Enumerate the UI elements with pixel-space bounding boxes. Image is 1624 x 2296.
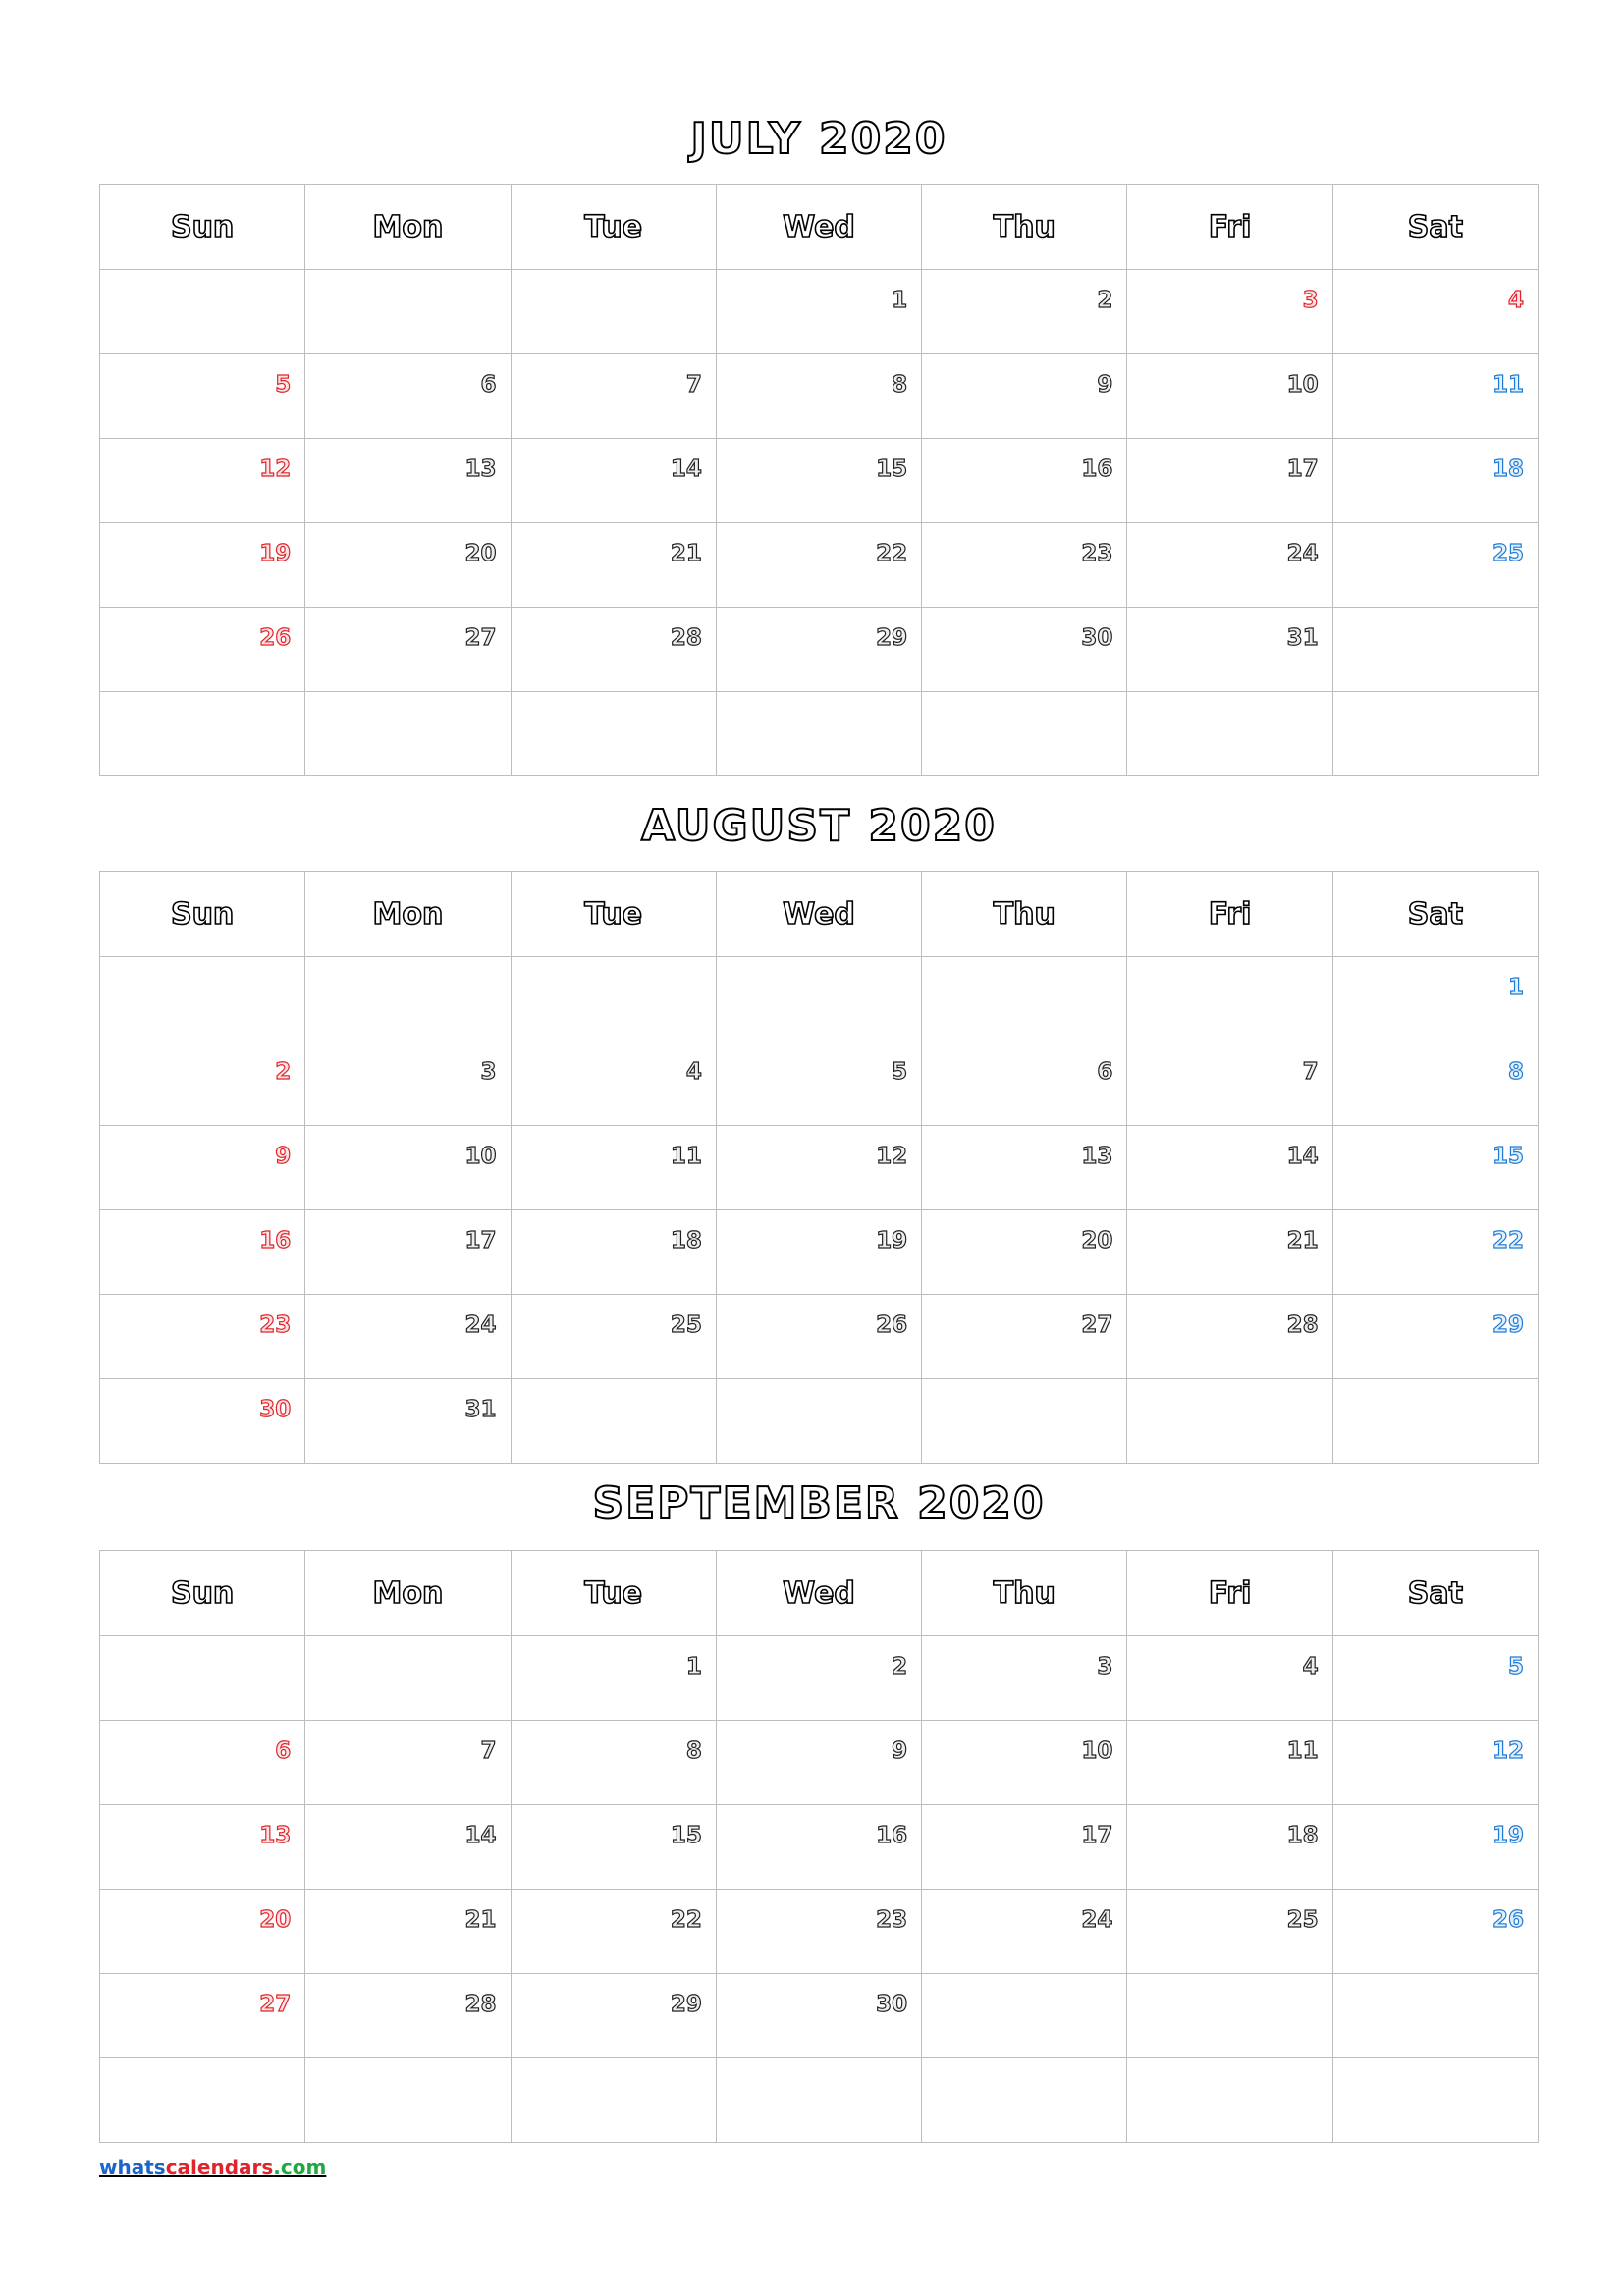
day-cell <box>716 270 921 354</box>
day-cell <box>511 270 716 354</box>
day-number: 8 <box>892 372 908 398</box>
day-cell <box>716 1041 921 1126</box>
day-number: 24 <box>1286 541 1319 566</box>
day-cell <box>716 608 921 692</box>
weekday-header-mon: Mon <box>305 872 511 957</box>
week-row <box>100 2058 1539 2143</box>
day-number: 5 <box>892 1059 908 1085</box>
day-number: 17 <box>464 1228 497 1254</box>
day-cell <box>511 1126 716 1210</box>
day-number: 8 <box>1507 1059 1524 1085</box>
day-number: 3 <box>480 1059 497 1085</box>
day-number: 10 <box>1286 372 1319 398</box>
day-number: 10 <box>1081 1738 1113 1764</box>
weekday-header-sun: Sun <box>100 872 305 957</box>
day-cell <box>305 1805 511 1890</box>
week-row <box>100 1295 1539 1379</box>
day-cell <box>1332 439 1538 523</box>
day-number: 23 <box>259 1312 292 1338</box>
day-number: 16 <box>1081 456 1113 482</box>
day-number: 3 <box>1097 1654 1113 1680</box>
day-cell <box>511 439 716 523</box>
day-number: 15 <box>1491 1144 1524 1169</box>
week-row <box>100 1041 1539 1126</box>
day-cell <box>100 608 305 692</box>
day-cell <box>305 957 511 1041</box>
day-number: 20 <box>464 541 497 566</box>
day-number: 16 <box>259 1228 292 1254</box>
weekday-header-sat: Sat <box>1332 872 1538 957</box>
day-number: 22 <box>1491 1228 1524 1254</box>
day-cell <box>716 1805 921 1890</box>
day-number: 19 <box>876 1228 908 1254</box>
day-cell <box>305 692 511 776</box>
day-number: 11 <box>1491 372 1524 398</box>
footer-link-part3: .com <box>273 2156 327 2179</box>
day-cell <box>305 608 511 692</box>
day-cell <box>511 523 716 608</box>
month-title-july: JULY 2020 <box>690 114 947 164</box>
day-number: 22 <box>670 1907 702 1933</box>
calendar-august <box>99 871 1539 1464</box>
day-number: 13 <box>259 1823 292 1848</box>
day-cell <box>305 523 511 608</box>
day-cell <box>716 1295 921 1379</box>
day-cell <box>1332 1721 1538 1805</box>
day-number: 12 <box>1491 1738 1524 1764</box>
day-cell <box>1332 270 1538 354</box>
day-number: 29 <box>1491 1312 1524 1338</box>
weekday-header-tue: Tue <box>511 872 716 957</box>
day-number: 26 <box>1491 1907 1524 1933</box>
day-number: 17 <box>1286 456 1319 482</box>
day-cell <box>922 1210 1127 1295</box>
day-cell <box>922 1126 1127 1210</box>
week-row <box>100 354 1539 439</box>
day-number: 6 <box>275 1738 292 1764</box>
day-cell <box>1127 1890 1332 1974</box>
day-number: 14 <box>1286 1144 1319 1169</box>
day-number: 10 <box>464 1144 497 1169</box>
day-cell <box>1127 1379 1332 1464</box>
day-cell <box>100 1041 305 1126</box>
day-cell <box>305 439 511 523</box>
week-row <box>100 1210 1539 1295</box>
weekday-header-sun: Sun <box>100 1551 305 1636</box>
day-cell <box>1127 439 1332 523</box>
day-number: 8 <box>685 1738 702 1764</box>
weekday-header-row <box>100 185 1539 270</box>
day-cell <box>511 957 716 1041</box>
day-cell <box>1127 270 1332 354</box>
weekday-header-wed: Wed <box>716 872 921 957</box>
day-cell <box>305 1210 511 1295</box>
day-cell <box>1127 523 1332 608</box>
weekday-header-row <box>100 1551 1539 1636</box>
day-number: 21 <box>670 541 702 566</box>
weekday-header-thu: Thu <box>922 1551 1127 1636</box>
weekday-header-mon: Mon <box>305 185 511 270</box>
day-number: 2 <box>275 1059 292 1085</box>
week-row <box>100 1805 1539 1890</box>
day-cell <box>1332 608 1538 692</box>
weekday-header-sat: Sat <box>1332 1551 1538 1636</box>
day-cell <box>305 1041 511 1126</box>
footer-link[interactable] <box>99 2156 326 2179</box>
day-cell <box>922 957 1127 1041</box>
day-cell <box>1127 1636 1332 1721</box>
week-row <box>100 523 1539 608</box>
day-number: 4 <box>685 1059 702 1085</box>
day-cell <box>1332 1805 1538 1890</box>
day-cell <box>922 1636 1127 1721</box>
week-row <box>100 1379 1539 1464</box>
day-cell <box>305 2058 511 2143</box>
day-cell <box>100 1636 305 1721</box>
day-number: 18 <box>1491 456 1524 482</box>
day-cell <box>100 957 305 1041</box>
day-number: 22 <box>876 541 908 566</box>
day-number: 11 <box>1286 1738 1319 1764</box>
day-number: 3 <box>1302 288 1319 313</box>
weekday-header-thu: Thu <box>922 185 1127 270</box>
day-number: 19 <box>1491 1823 1524 1848</box>
day-cell <box>716 1126 921 1210</box>
day-cell <box>511 1041 716 1126</box>
day-cell <box>922 1379 1127 1464</box>
day-number: 19 <box>259 541 292 566</box>
day-number: 9 <box>892 1738 908 1764</box>
day-number: 29 <box>670 1992 702 2017</box>
day-cell <box>716 439 921 523</box>
day-number: 28 <box>1286 1312 1319 1338</box>
day-cell <box>716 1379 921 1464</box>
day-number: 6 <box>1097 1059 1113 1085</box>
day-number: 26 <box>876 1312 908 1338</box>
day-number: 21 <box>1286 1228 1319 1254</box>
day-cell <box>716 957 921 1041</box>
day-number: 25 <box>670 1312 702 1338</box>
day-number: 1 <box>892 288 908 313</box>
day-cell <box>1127 957 1332 1041</box>
day-cell <box>1332 1126 1538 1210</box>
day-cell <box>1127 1974 1332 2058</box>
footer-link-part2: calendars <box>165 2156 274 2179</box>
day-cell <box>100 1721 305 1805</box>
day-cell <box>1127 1721 1332 1805</box>
day-number: 4 <box>1507 288 1524 313</box>
day-cell <box>716 1636 921 1721</box>
day-cell <box>922 354 1127 439</box>
day-number: 29 <box>876 625 908 651</box>
day-cell <box>100 523 305 608</box>
day-number: 14 <box>464 1823 497 1848</box>
weekday-header-fri: Fri <box>1127 185 1332 270</box>
day-cell <box>922 1890 1127 1974</box>
day-cell <box>511 1805 716 1890</box>
day-number: 13 <box>1081 1144 1113 1169</box>
day-number: 26 <box>259 625 292 651</box>
day-cell <box>511 2058 716 2143</box>
day-cell <box>1127 1805 1332 1890</box>
day-cell <box>1332 1974 1538 2058</box>
day-cell <box>922 1295 1127 1379</box>
day-number: 5 <box>1507 1654 1524 1680</box>
day-cell <box>716 2058 921 2143</box>
day-cell <box>511 1210 716 1295</box>
day-cell <box>922 523 1127 608</box>
day-number: 27 <box>1081 1312 1113 1338</box>
day-number: 27 <box>259 1992 292 2017</box>
day-cell <box>922 1721 1127 1805</box>
day-cell <box>511 1890 716 1974</box>
day-cell <box>100 692 305 776</box>
month-title-august: AUGUST 2020 <box>641 801 997 851</box>
day-number: 28 <box>670 625 702 651</box>
week-row <box>100 692 1539 776</box>
day-cell <box>1127 1126 1332 1210</box>
day-cell <box>100 1210 305 1295</box>
day-cell <box>305 1721 511 1805</box>
day-cell <box>100 1295 305 1379</box>
day-cell <box>511 1295 716 1379</box>
day-cell <box>922 1805 1127 1890</box>
weekday-header-fri: Fri <box>1127 1551 1332 1636</box>
week-row <box>100 1890 1539 1974</box>
day-cell <box>1332 692 1538 776</box>
day-cell <box>100 1379 305 1464</box>
calendar-september <box>99 1550 1539 2143</box>
weekday-header-tue: Tue <box>511 185 716 270</box>
week-row <box>100 1126 1539 1210</box>
day-number: 23 <box>1081 541 1113 566</box>
weekday-header-row <box>100 872 1539 957</box>
day-cell <box>100 1974 305 2058</box>
day-number: 9 <box>275 1144 292 1169</box>
day-cell <box>511 1379 716 1464</box>
day-cell <box>1127 354 1332 439</box>
day-number: 1 <box>1507 975 1524 1000</box>
day-number: 31 <box>1286 625 1319 651</box>
weekday-header-fri: Fri <box>1127 872 1332 957</box>
day-number: 7 <box>1302 1059 1319 1085</box>
day-cell <box>922 692 1127 776</box>
day-cell <box>305 1126 511 1210</box>
day-cell <box>511 692 716 776</box>
week-row <box>100 1974 1539 2058</box>
day-cell <box>1127 692 1332 776</box>
day-cell <box>1332 354 1538 439</box>
day-cell <box>100 1805 305 1890</box>
day-cell <box>716 1890 921 1974</box>
day-number: 12 <box>876 1144 908 1169</box>
day-cell <box>1332 523 1538 608</box>
day-cell <box>1332 1636 1538 1721</box>
day-cell <box>100 1890 305 1974</box>
day-number: 20 <box>259 1907 292 1933</box>
weekday-header-sat: Sat <box>1332 185 1538 270</box>
weekday-header-wed: Wed <box>716 185 921 270</box>
weekday-header-sun: Sun <box>100 185 305 270</box>
day-cell <box>100 270 305 354</box>
day-number: 16 <box>876 1823 908 1848</box>
day-number: 25 <box>1286 1907 1319 1933</box>
day-number: 9 <box>1097 372 1113 398</box>
day-number: 18 <box>670 1228 702 1254</box>
day-number: 21 <box>464 1907 497 1933</box>
day-cell <box>1332 957 1538 1041</box>
day-cell <box>511 1636 716 1721</box>
day-cell <box>1332 1379 1538 1464</box>
day-cell <box>305 1890 511 1974</box>
day-cell <box>716 523 921 608</box>
day-number: 28 <box>464 1992 497 2017</box>
day-cell <box>100 354 305 439</box>
day-number: 1 <box>685 1654 702 1680</box>
day-cell <box>922 439 1127 523</box>
month-title-september: SEPTEMBER 2020 <box>592 1478 1046 1528</box>
day-number: 2 <box>892 1654 908 1680</box>
week-row <box>100 439 1539 523</box>
day-cell <box>1332 1041 1538 1126</box>
day-number: 7 <box>685 372 702 398</box>
day-cell <box>716 1210 921 1295</box>
week-row <box>100 1636 1539 1721</box>
day-cell <box>1127 1041 1332 1126</box>
day-cell <box>305 354 511 439</box>
day-number: 24 <box>1081 1907 1113 1933</box>
weekday-header-wed: Wed <box>716 1551 921 1636</box>
day-number: 2 <box>1097 288 1113 313</box>
day-number: 13 <box>464 456 497 482</box>
day-cell <box>922 1974 1127 2058</box>
day-cell <box>716 692 921 776</box>
day-number: 25 <box>1491 541 1524 566</box>
week-row <box>100 270 1539 354</box>
day-cell <box>511 354 716 439</box>
calendar-july <box>99 184 1539 776</box>
week-row <box>100 1721 1539 1805</box>
day-number: 23 <box>876 1907 908 1933</box>
day-cell <box>305 1295 511 1379</box>
day-number: 11 <box>670 1144 702 1169</box>
day-number: 17 <box>1081 1823 1113 1848</box>
week-row <box>100 608 1539 692</box>
day-cell <box>305 1974 511 2058</box>
day-cell <box>716 1721 921 1805</box>
weekday-header-mon: Mon <box>305 1551 511 1636</box>
day-number: 6 <box>480 372 497 398</box>
day-cell <box>305 1636 511 1721</box>
day-cell <box>1332 1295 1538 1379</box>
day-cell <box>922 2058 1127 2143</box>
day-cell <box>1127 1210 1332 1295</box>
day-number: 7 <box>480 1738 497 1764</box>
day-cell <box>100 2058 305 2143</box>
day-cell <box>922 608 1127 692</box>
day-number: 18 <box>1286 1823 1319 1848</box>
day-number: 30 <box>259 1397 292 1422</box>
day-cell <box>1127 2058 1332 2143</box>
day-cell <box>922 270 1127 354</box>
day-cell <box>1127 1295 1332 1379</box>
day-number: 24 <box>464 1312 497 1338</box>
day-cell <box>1332 1210 1538 1295</box>
day-cell <box>922 1041 1127 1126</box>
day-cell <box>716 1974 921 2058</box>
day-number: 12 <box>259 456 292 482</box>
day-number: 30 <box>876 1992 908 2017</box>
day-number: 30 <box>1081 625 1113 651</box>
day-cell <box>511 1974 716 2058</box>
day-number: 15 <box>670 1823 702 1848</box>
day-number: 4 <box>1302 1654 1319 1680</box>
day-cell <box>1127 608 1332 692</box>
weekday-header-thu: Thu <box>922 872 1127 957</box>
day-cell <box>100 1126 305 1210</box>
day-cell <box>716 354 921 439</box>
day-number: 15 <box>876 456 908 482</box>
day-cell <box>1332 1890 1538 1974</box>
day-number: 20 <box>1081 1228 1113 1254</box>
weekday-header-tue: Tue <box>511 1551 716 1636</box>
day-cell <box>305 270 511 354</box>
day-cell <box>1332 2058 1538 2143</box>
day-number: 5 <box>275 372 292 398</box>
day-number: 27 <box>464 625 497 651</box>
day-cell <box>305 1379 511 1464</box>
day-number: 14 <box>670 456 702 482</box>
day-cell <box>511 1721 716 1805</box>
day-number: 31 <box>464 1397 497 1422</box>
day-cell <box>511 608 716 692</box>
day-cell <box>100 439 305 523</box>
week-row <box>100 957 1539 1041</box>
footer-link-part1: whats <box>99 2156 166 2179</box>
